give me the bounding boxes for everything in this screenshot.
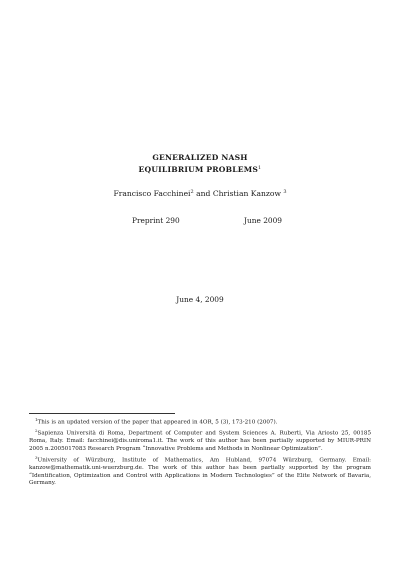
- author-2-mark: 3: [283, 189, 287, 195]
- document-date: June 4, 2009: [176, 295, 224, 304]
- paper-title: [0, 152, 400, 175]
- footnotes: [29, 416, 371, 488]
- title-line-2-text: EQUILIBRIUM PROBLEMS: [138, 165, 259, 174]
- author-1-mark: 2: [190, 189, 194, 195]
- footnote-2: [29, 427, 371, 454]
- author-1-name: Francisco Facchinei: [113, 189, 191, 198]
- preprint-number: Preprint 290: [132, 216, 180, 225]
- footnote-1-mark: 1: [35, 417, 38, 422]
- footnote-3: [29, 454, 371, 488]
- author-line: [0, 187, 400, 199]
- footnote-2-mark: 2: [35, 428, 38, 434]
- footnote-1: [29, 416, 371, 427]
- author-2-name: Christian Kanzow: [212, 189, 281, 198]
- preprint-date: June 2009: [244, 216, 283, 225]
- footnote-1-text: This is an updated version of the paper that appeared in 4OR, 5 (3), 173-210 (2007).: [37, 419, 278, 426]
- title-line-2: [0, 163, 400, 175]
- footnote-3-mark: 3: [35, 454, 38, 460]
- footnote-3-text: University of Würzburg, Institute of Mathematics, Am Hubland, 97074 Würzburg, Germany. Email: kanzow@mathematik.uni-wuerzburg.de. The work of this author has been partially supported by the program “Identification, Optimization and Control with Applications in Modern Technologies” of the Elite Network of Bavaria, Germany.: [29, 457, 371, 487]
- footnote-divider: [29, 413, 175, 414]
- title-footnote-mark: 1: [258, 165, 262, 171]
- author-connector: and: [196, 189, 211, 198]
- title-line-1: GENERALIZED NASH: [152, 153, 248, 162]
- footnote-2-text: Sapienza Università di Roma, Department of Computer and System Sciences A. Ruberti, Via Ariosto 25, 00185 Roma, Italy. Email: facchinei@dis.uniroma1.it. The work of this author has been partially supported by MIUR-PRIN 2005 n.2005017083 Research Program “Innovative Problems and Methods in Nonlinear Optimization”.: [29, 430, 371, 453]
